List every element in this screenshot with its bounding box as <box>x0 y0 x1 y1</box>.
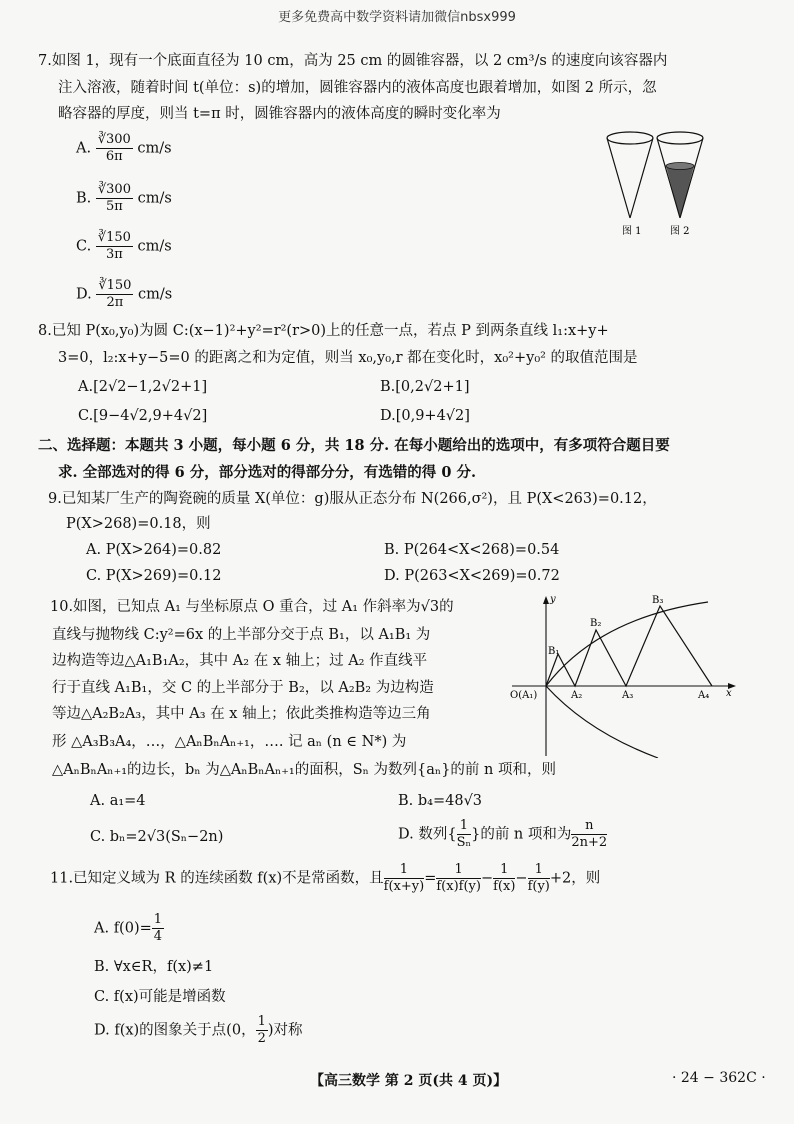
q10-option-c: C. bₙ=2√3(Sₙ−2n) <box>90 829 224 845</box>
fig2-label: 图 2 <box>670 226 690 237</box>
cone2-liquid <box>666 166 694 218</box>
section2-line1: 二、选择题：本题共 3 小题，每小题 6 分，共 18 分. 在每小题给出的选项中，有多项符合题目要 <box>38 437 670 454</box>
page-footer: 【高三数学 第 2 页(共 4 页)】 <box>310 1073 508 1089</box>
q11-stem: 11.已知定义域为 R 的连续函数 f(x)不是常函数，且 $\frac{1}{f(x+y)}$ = $\frac{1}{f(x)f(y)}$ − $\frac{1}{f(x)}$ − $\frac{1}{f(y)}$ +2，则 <box>50 862 601 894</box>
parabola <box>546 602 708 758</box>
svg-text:x: x <box>726 688 732 699</box>
q8-option-b: B.[0,2√2+1] <box>380 379 470 395</box>
q7-line3: 略容器的厚度，则当 t=π 时，圆锥容器内的液体高度的瞬时变化率为 <box>58 106 501 122</box>
q7-line1: 7.如图 1，现有一个底面直径为 10 cm，高为 25 cm 的圆锥容器，以 2 cm³/s 的速度向该容器内 <box>38 53 668 69</box>
q9-option-c: C. P(X>269)=0.12 <box>86 568 222 584</box>
q10-option-a: A. a₁=4 <box>90 793 146 809</box>
q8-option-c: C.[9−4√2,9+4√2] <box>78 408 208 424</box>
q10-line3: 边构造等边△A₁B₁A₂，其中 A₂ 在 x 轴上；过 A₂ 作直线平 <box>52 653 428 669</box>
watermark: 更多免费高中数学资料请加微信nbsx999 <box>278 10 516 25</box>
q7-option-c: C. $\frac{∛150}{3\pi}$ cm/s <box>76 230 172 262</box>
q10-line6: 形 △A₃B₃A₄，…，△AₙBₙAₙ₊₁，…. 记 aₙ (n ∈ N*) 为 <box>52 734 407 750</box>
q11-option-a: A. f(0)= $\frac{1}{4}$ <box>94 912 163 944</box>
section2-line2: 求. 全部选对的得 6 分，部分选对的得部分分，有选错的得 0 分. <box>58 464 477 481</box>
q11-option-c: C. f(x)可能是增函数 <box>94 989 226 1005</box>
q10-line7: △AₙBₙAₙ₊₁的边长，bₙ 为△AₙBₙAₙ₊₁的面积，Sₙ 为数列{aₙ}的前 n 项和，则 <box>52 762 556 778</box>
svg-text:O(A₁): O(A₁) <box>510 690 538 701</box>
q9-line2: P(X>268)=0.18，则 <box>66 516 211 532</box>
q10-option-d: D. 数列{ $\frac{1}{\text{Sₙ}}$ }的前 n 项和为 $\frac{n}{2n+2}$ <box>398 818 608 850</box>
svg-text:A₂: A₂ <box>571 690 583 701</box>
q7-option-b: B. $\frac{∛300}{5\pi}$ cm/s <box>76 182 172 214</box>
triangles <box>546 606 712 686</box>
svg-text:B₃: B₃ <box>652 595 664 606</box>
q7-option-a: A. $\frac{∛300}{6\pi}$ cm/s <box>76 132 172 164</box>
paper-code: · 24 − 362C · <box>672 1070 766 1086</box>
cone-figures <box>600 128 710 238</box>
q10-graph <box>508 592 740 758</box>
q8-option-d: D.[0,9+4√2] <box>380 408 470 424</box>
q8-line2: 3=0，l₂:x+y−5=0 的距离之和为定值，则当 x₀,y₀,r 都在变化时，x₀²+y₀² 的取值范围是 <box>58 350 638 366</box>
svg-text:A₃: A₃ <box>622 690 634 701</box>
cone1-rim <box>607 132 653 144</box>
q9-option-a: A. P(X>264)=0.82 <box>86 542 222 558</box>
cone2-rim <box>657 132 703 144</box>
q10-line2: 直线与抛物线 C:y²=6x 的上半部分交于点 B₁，以 A₁B₁ 为 <box>52 627 431 643</box>
svg-text:B₁: B₁ <box>548 646 560 657</box>
q7-option-d: D. $\frac{∛150}{2\pi}$ cm/s <box>76 278 173 310</box>
q9-option-d: D. P(263<X<269)=0.72 <box>384 568 560 584</box>
q9-line1: 9.已知某厂生产的陶瓷碗的质量 X(单位：g)服从正态分布 N(266,σ²)，且 P(X<263)=0.12， <box>48 491 657 507</box>
q8-option-a: A.[2√2−1,2√2+1] <box>78 379 208 395</box>
q10-line1: 10.如图，已知点 A₁ 与坐标原点 O 重合，过 A₁ 作斜率为√3的 <box>50 599 454 615</box>
q11-option-d: D. f(x)的图象关于点(0， $\frac{1}{2}$ )对称 <box>94 1014 303 1046</box>
q10-line5: 等边△A₂B₂A₃，其中 A₃ 在 x 轴上；依此类推构造等边三角 <box>52 706 431 722</box>
q8-line1: 8.已知 P(x₀,y₀)为圆 C:(x−1)²+y²=r²(r>0)上的任意一点，若点 P 到两条直线 l₁:x+y+ <box>38 323 609 339</box>
svg-text:A₄: A₄ <box>698 690 710 701</box>
fig1-label: 图 1 <box>622 226 642 237</box>
q10-option-b: B. b₄=48√3 <box>398 793 483 809</box>
svg-text:B₂: B₂ <box>590 618 602 629</box>
q9-option-b: B. P(264<X<268)=0.54 <box>384 542 560 558</box>
q11-option-b: B. ∀x∈R，f(x)≠1 <box>94 959 214 975</box>
q10-line4: 行于直线 A₁B₁，交 C 的上半部分于 B₂，以 A₂B₂ 为边构造 <box>52 680 434 696</box>
q7-line2: 注入溶液，随着时间 t(单位：s)的增加，圆锥容器内的液体高度也跟着增加，如图 2 所示，忽 <box>58 80 657 96</box>
svg-text:y: y <box>550 594 556 605</box>
